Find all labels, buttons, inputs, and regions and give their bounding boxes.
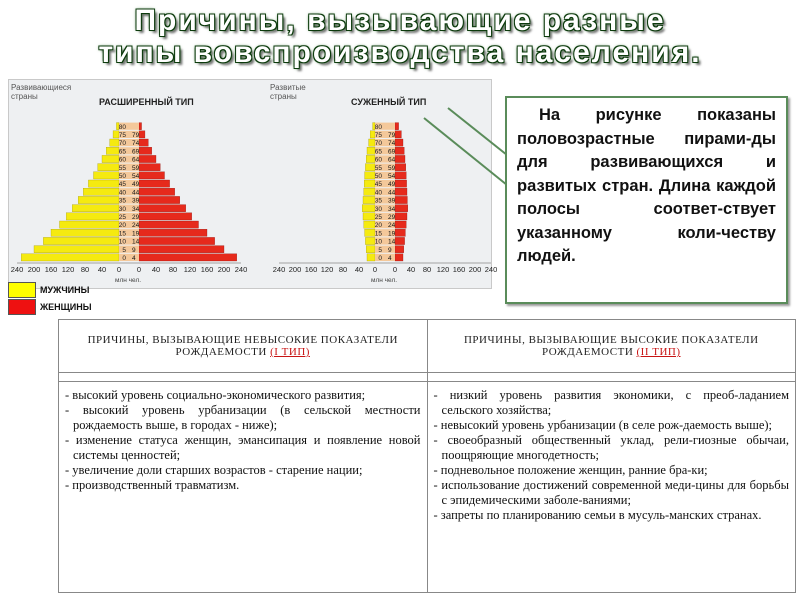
developing-age-label: 0 <box>122 255 126 262</box>
slide-title-line-2: типы вовспроизводства населения. <box>98 36 702 69</box>
legend-male <box>8 282 158 298</box>
developed-female-bar <box>395 246 404 253</box>
developed-age-label-right: 14 <box>388 238 396 246</box>
developed-female-bar <box>395 213 407 220</box>
developed-age-label-right: 9 <box>388 246 392 254</box>
developing-tick-label: 120 <box>183 265 197 274</box>
developing-female-bar <box>139 229 207 236</box>
developing-female-bar <box>139 213 192 220</box>
developed-male-bar <box>363 196 375 203</box>
developing-age-label-right: 4 <box>132 255 136 262</box>
developed-age-label-right: 54 <box>388 173 396 180</box>
slide-title-line-1: Причины, вызывающие разные <box>134 4 666 37</box>
developing-age-label: 25 <box>118 214 126 221</box>
table-header-type-1-text: ПРИЧИНЫ, ВЫЗЫВАЮЩИЕ НЕВЫСОКИЕ ПОКАЗАТЕЛИ РОЖДАЕМОСТИ <box>87 334 398 358</box>
developed-age-label: 60 <box>374 156 382 164</box>
developed-female-bar <box>395 164 406 171</box>
list-item: - невысокий уровень урбанизации (в селе рож-даемость выше); <box>433 418 773 432</box>
developed-age-label: 15 <box>374 230 382 238</box>
developed-female-bar <box>395 196 407 203</box>
developed-age-label-right: 19 <box>388 230 396 238</box>
table-gap-cell-1 <box>59 373 428 382</box>
developed-age-label-right: 64 <box>388 156 396 164</box>
developing-male-bar <box>106 147 119 154</box>
developing-male-bar <box>102 155 119 162</box>
developing-unit-label: млн чел. <box>115 277 142 284</box>
developing-female-bar <box>139 139 148 146</box>
developed-age-label: 55 <box>374 164 382 172</box>
developing-female-bar <box>139 131 145 138</box>
developing-age-label-right: 54 <box>132 173 140 180</box>
developed-female-bar <box>395 254 403 261</box>
developing-male-bar <box>94 172 120 179</box>
developing-tick-label: 120 <box>61 265 75 274</box>
callout-text: На рисунке показаны половозрастные пирами-ды для развивающихся и развитых стран. Длина каждой полосы соответ-ствует указанному коли-честву людей. <box>517 106 776 265</box>
developed-age-label: 70 <box>374 140 382 148</box>
developing-male-bar <box>83 188 119 195</box>
developing-male-bar <box>72 205 119 212</box>
developed-age-label: 80 <box>374 123 382 131</box>
developed-male-bar <box>364 188 375 195</box>
developing-age-label-right: 69 <box>132 148 140 156</box>
list-item: - запреты по планированию семьи в мусуль-манских странах. <box>433 508 762 522</box>
list-item: - производственный травматизм. <box>65 478 240 492</box>
developing-female-bar <box>139 172 165 179</box>
developed-age-label: 35 <box>374 197 382 205</box>
table-cell-type-2 <box>427 382 796 593</box>
developed-male-bar <box>367 254 375 261</box>
table-header-row <box>59 320 796 373</box>
developing-group-line-1: Развивающиеся <box>11 83 72 92</box>
developing-male-bar <box>88 180 119 187</box>
type-1-causes-list <box>65 388 421 493</box>
developed-female-bar <box>395 147 404 154</box>
list-item: - изменение статуса женщин, эмансипация и появление новой системы ценностей; <box>65 433 421 462</box>
developed-female-bar <box>395 237 405 244</box>
developing-tick-label: 0 <box>116 265 122 274</box>
developed-tick-label: 200 <box>288 265 302 274</box>
developing-tick-label: 80 <box>168 265 178 274</box>
developing-age-label: 45 <box>118 181 126 189</box>
developing-male-bar <box>98 164 119 171</box>
developing-male-bar <box>78 196 119 203</box>
developing-age-label-right: 64 <box>132 156 140 164</box>
table-header-type-1 <box>59 320 428 373</box>
legend-female <box>8 299 158 315</box>
developed-age-label: 45 <box>374 181 382 189</box>
developing-age-label-right: 24 <box>132 222 140 230</box>
developing-female-bar <box>139 155 156 162</box>
developed-unit-label: млн чел. <box>371 277 398 284</box>
developing-male-bar <box>34 246 119 253</box>
developed-age-label: 5 <box>378 246 382 254</box>
table-header-type-2 <box>427 320 796 373</box>
table-header-type-2-tag: (II ТИП) <box>636 346 681 358</box>
developing-age-label-right: 29 <box>132 214 140 221</box>
developed-male-bar <box>363 213 375 220</box>
developing-tick-label: 240 <box>10 265 24 274</box>
developing-tick-label: 40 <box>97 265 107 274</box>
developing-age-label: 10 <box>118 238 126 246</box>
developed-age-label-right: 4 <box>388 255 392 262</box>
developing-tick-label: 40 <box>151 265 161 274</box>
developed-age-label: 40 <box>374 189 382 197</box>
developed-tick-label: 120 <box>436 265 450 274</box>
developing-age-label-right: 14 <box>132 238 140 246</box>
developed-tick-label: 160 <box>304 265 318 274</box>
developed-group-line-2: страны <box>270 92 297 101</box>
developed-female-bar <box>395 155 405 162</box>
developing-age-label-right: 39 <box>132 197 140 205</box>
developed-tick-label: 40 <box>354 265 364 274</box>
legend-female-label: ЖЕНЩИНЫ <box>40 302 92 312</box>
list-item: - использование достижений современной меди-цины для борьбы с эпидемическими заболе-ваниями; <box>433 478 789 507</box>
developing-age-label-right: 9 <box>132 246 136 254</box>
legend-male-swatch <box>8 282 36 298</box>
developed-male-bar <box>365 229 375 236</box>
callout-box <box>505 96 788 304</box>
list-item: - подневольное положение женщин, ранние бра-ки; <box>433 463 708 477</box>
developing-female-bar <box>139 147 152 154</box>
list-item: - своеобразный общественный уклад, рели-гиозные обычаи, поощряющие многодетность; <box>433 433 789 462</box>
developing-male-bar <box>43 237 119 244</box>
legend-male-label: МУЖЧИНЫ <box>40 285 90 295</box>
developing-age-label: 80 <box>118 123 126 131</box>
list-item: - увеличение доли старших возрастов - старение нации; <box>65 463 363 477</box>
developing-age-label-right: 74 <box>132 140 140 148</box>
developed-female-bar <box>395 139 403 146</box>
developing-female-bar <box>139 254 237 261</box>
table-cell-type-1 <box>59 382 428 593</box>
developing-age-label-right: 79 <box>132 132 140 139</box>
table-body-row <box>59 382 796 593</box>
developing-male-bar <box>66 213 119 220</box>
developing-age-label: 50 <box>118 173 126 180</box>
developed-tick-label: 80 <box>422 265 432 274</box>
developing-female-bar <box>139 188 175 195</box>
developing-age-label-right: 19 <box>132 230 140 238</box>
table-gap-row <box>59 373 796 382</box>
developed-male-bar <box>364 221 375 228</box>
developing-male-bar <box>60 221 120 228</box>
developed-age-label: 20 <box>374 222 382 230</box>
developed-age-label: 50 <box>374 173 382 180</box>
developed-male-bar <box>364 180 375 187</box>
developed-age-label-right: 79 <box>388 132 396 139</box>
developing-male-bar <box>110 139 119 146</box>
developing-tick-label: 0 <box>136 265 142 274</box>
developed-tick-label: 0 <box>372 265 378 274</box>
developed-age-label: 30 <box>374 205 382 213</box>
developed-age-label-right: 59 <box>388 164 396 172</box>
developing-age-label: 60 <box>118 156 126 164</box>
population-pyramids-panel <box>8 79 498 289</box>
developing-age-label: 55 <box>118 164 126 172</box>
developing-male-bar <box>21 254 119 261</box>
developing-age-label: 40 <box>118 189 126 197</box>
developed-age-label-right: 69 <box>388 148 396 156</box>
developed-tick-label: 0 <box>392 265 398 274</box>
developed-male-bar <box>365 237 375 244</box>
list-item: - высокий уровень урбанизации (в сельской местности рождаемость выше, в городах - ниже); <box>65 403 421 432</box>
developed-age-label: 25 <box>374 214 382 221</box>
developed-group-line-1: Развитые <box>270 83 306 92</box>
developed-female-bar <box>395 123 399 130</box>
developing-tick-label: 160 <box>200 265 214 274</box>
developing-female-bar <box>139 237 215 244</box>
developed-male-bar <box>366 246 375 253</box>
developed-male-bar <box>365 172 375 179</box>
developed-tick-label: 200 <box>468 265 482 274</box>
developed-female-bar <box>395 188 407 195</box>
developed-age-label: 10 <box>374 238 382 246</box>
developed-age-label: 75 <box>374 132 382 139</box>
expanding-type-label: РАСШИРЕННЫЙ ТИП <box>99 97 194 107</box>
developing-age-label-right: 34 <box>132 205 140 213</box>
developing-age-label-right: 44 <box>132 189 140 197</box>
developing-female-bar <box>139 180 170 187</box>
developing-female-bar <box>139 246 224 253</box>
developing-age-label-right: 49 <box>132 181 140 189</box>
developing-age-label: 15 <box>118 230 126 238</box>
developing-female-bar <box>139 221 199 228</box>
developed-female-bar <box>395 221 406 228</box>
developed-female-bar <box>395 131 401 138</box>
developing-age-label: 65 <box>118 148 126 156</box>
birth-rate-causes-table <box>58 319 796 593</box>
list-item: - высокий уровень социально-экономического развития; <box>65 388 366 402</box>
developing-age-label: 5 <box>122 246 126 254</box>
developing-tick-label: 160 <box>44 265 58 274</box>
developing-female-bar <box>139 205 186 212</box>
list-item: - низкий уровень развития экономики, с преоб-ладанием сельского хозяйства; <box>433 388 789 417</box>
developed-age-label: 65 <box>374 148 382 156</box>
developed-age-label-right: 24 <box>388 222 396 230</box>
developed-age-label-right: 44 <box>388 189 396 197</box>
developing-female-bar <box>139 196 180 203</box>
developed-age-label: 0 <box>378 255 382 262</box>
developed-age-label-right: 34 <box>388 205 396 213</box>
table-header-type-1-tag: (I ТИП) <box>270 346 310 358</box>
population-pyramids-chart <box>9 80 498 288</box>
developing-age-label: 35 <box>118 197 126 205</box>
developed-female-bar <box>395 229 405 236</box>
developed-tick-label: 40 <box>406 265 416 274</box>
developed-male-bar <box>366 155 375 162</box>
table-gap-cell-2 <box>427 373 796 382</box>
developed-male-bar <box>365 164 375 171</box>
developed-tick-label: 240 <box>484 265 498 274</box>
developed-tick-label: 160 <box>452 265 466 274</box>
developing-tick-label: 200 <box>217 265 231 274</box>
narrowing-type-label: СУЖЕННЫЙ ТИП <box>351 97 427 107</box>
developed-tick-label: 120 <box>320 265 334 274</box>
type-2-causes-list <box>434 388 790 523</box>
developing-tick-label: 200 <box>27 265 41 274</box>
developing-tick-label: 240 <box>234 265 248 274</box>
developed-age-label-right: 74 <box>388 140 396 148</box>
developing-age-label: 75 <box>118 132 126 139</box>
legend-female-swatch <box>8 299 36 315</box>
developed-age-label-right: 39 <box>388 197 396 205</box>
developing-female-bar <box>139 164 160 171</box>
developing-female-bar <box>139 123 142 130</box>
developed-female-bar <box>395 180 407 187</box>
developed-age-label-right: 29 <box>388 214 396 221</box>
developed-female-bar <box>395 172 406 179</box>
developing-age-label: 70 <box>118 140 126 148</box>
developed-age-label-right: 49 <box>388 181 396 189</box>
table-header-type-2-text: ПРИЧИНЫ, ВЫЗЫВАЮЩИЕ ВЫСОКИЕ ПОКАЗАТЕЛИ РОЖДАЕМОСТИ <box>463 334 759 358</box>
developing-male-bar <box>51 229 119 236</box>
developing-group-line-2: страны <box>11 92 38 101</box>
developed-tick-label: 240 <box>272 265 286 274</box>
developing-age-label: 20 <box>118 222 126 230</box>
developed-female-bar <box>395 205 408 212</box>
developed-male-bar <box>362 205 375 212</box>
developing-tick-label: 80 <box>80 265 90 274</box>
developing-age-label-right: 59 <box>132 164 140 172</box>
developing-age-label: 30 <box>118 205 126 213</box>
developed-tick-label: 80 <box>338 265 348 274</box>
